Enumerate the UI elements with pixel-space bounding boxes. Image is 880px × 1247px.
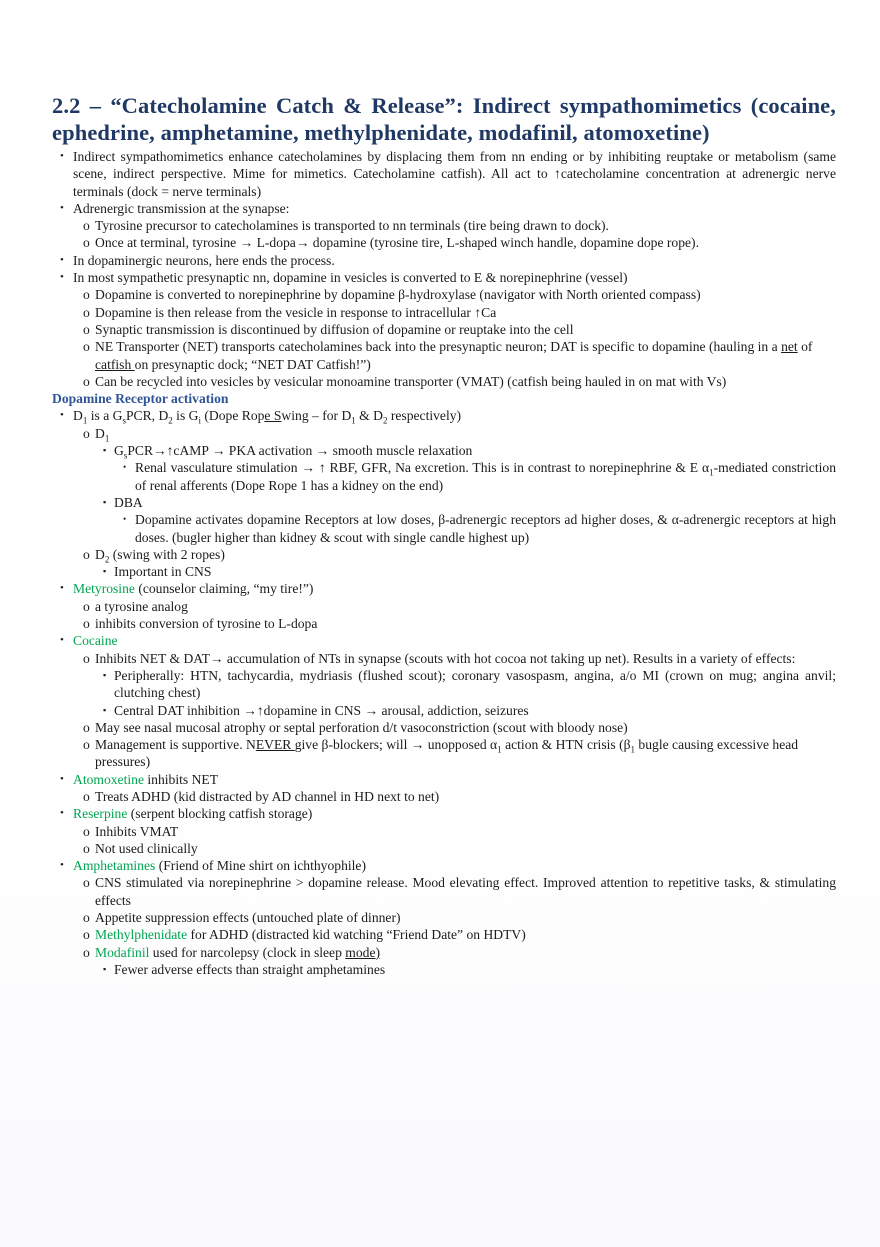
bullet-marker: • bbox=[60, 271, 64, 284]
list-item: ▪ Central DAT inhibition →↑dopamine in CNS → arousal, addiction, seizures bbox=[103, 702, 529, 718]
bullet-marker: o bbox=[83, 910, 90, 926]
list-item: o May see nasal mucosal atrophy or septal perforation d/t vasoconstriction (scout with bloody nose) bbox=[83, 719, 628, 735]
bullet-marker: • bbox=[60, 582, 64, 595]
list-item: • Renal vasculature stimulation → ↑ RBF, GFR, Na excretion. This is in contrast to norepinephrine & E $\alpha_1$-mediated constriction of renal afferents (Dope Rope 1 has a kidney on the end) bbox=[123, 460, 836, 493]
list-item bbox=[52, 632, 836, 649]
drug-name: Modafinil bbox=[95, 944, 150, 960]
list-item: o Appetite suppression effects (untouched plate of dinner) bbox=[83, 910, 401, 926]
bullet-marker: • bbox=[60, 150, 64, 162]
list-item: o Synaptic transmission is discontinued by diffusion of dopamine or reuptake into the cell bbox=[83, 321, 574, 337]
bullet-marker: • bbox=[123, 462, 127, 473]
bullet-marker: • bbox=[60, 807, 64, 820]
bullet-marker: o bbox=[83, 235, 90, 251]
bullet-marker: o bbox=[83, 546, 90, 562]
bullet-marker: • bbox=[60, 253, 64, 266]
bullet-marker: o bbox=[83, 425, 90, 441]
bullet-marker: ▪ bbox=[103, 496, 107, 507]
list-item: ▪ Fewer adverse effects than straight amphetamines bbox=[103, 961, 386, 977]
bullet-marker: o bbox=[83, 287, 90, 303]
bullet-marker: o bbox=[83, 616, 90, 632]
bullet-marker: o bbox=[83, 927, 90, 943]
drug-name: Methylphenidate bbox=[95, 927, 188, 943]
list-item: o Treats ADHD (kid distracted by AD channel in HD next to net) bbox=[83, 788, 440, 804]
page-title: 2.2 – “Catecholamine Catch & Release”: Indirect sympathomimetics (cocaine, ephedrine, amphetamine, methylphenidate, modafinil, atomoxetine) bbox=[52, 93, 836, 145]
bullet-marker: o bbox=[83, 737, 90, 753]
list-item: ▪ Important in CNS bbox=[103, 564, 212, 580]
bullet-marker: • bbox=[60, 634, 64, 647]
list-item: o Once at terminal, tyrosine → L-dopa→ dopamine (tyrosine tire, L-shaped winch handle, dopamine dope rope). bbox=[83, 235, 699, 251]
drug-name: Atomoxetine bbox=[73, 771, 144, 787]
section-heading: Dopamine Receptor activation bbox=[52, 391, 229, 407]
bullet-marker: ▪ bbox=[103, 445, 107, 456]
bullet-marker: o bbox=[83, 875, 90, 891]
list-item: • In dopaminergic neurons, here ends the process. bbox=[60, 252, 335, 268]
list-item: o Tyrosine precursor to catecholamines is transported to nn terminals (tire being drawn to dock). bbox=[83, 218, 609, 234]
list-item: o a tyrosine analog bbox=[83, 598, 188, 614]
bullet-marker: o bbox=[83, 598, 90, 614]
list-item: • $D_1$ is a $G_sPCR$, $D_2$ is $G_i$ (Dope Rope Swing – for $D_1$ & $D_2$ respectively) bbox=[60, 408, 462, 427]
list-item: ▪ DBA bbox=[103, 494, 143, 510]
list-item: o $D_2$ (swing with 2 ropes) bbox=[83, 546, 225, 565]
drug-name: Metyrosine bbox=[73, 581, 135, 597]
bullet-marker: o bbox=[83, 218, 90, 234]
list-item: o NE Transporter (NET) transports catecholamines back into the presynaptic neuron; DAT is specific to dopamine (hauling in a net of catfish on presynaptic dock; “NET DAT Catfish!”) bbox=[83, 339, 813, 372]
list-item: o $D_1$ bbox=[83, 425, 110, 444]
list-item: • Dopamine activates dopamine Receptors at low doses, β-adrenergic receptors ad higher doses, & α-adrenergic receptors at high doses. (bugler higher than kidney & scout with single candle highest up) bbox=[123, 512, 836, 545]
bullet-marker: ▪ bbox=[103, 566, 107, 577]
bullet-marker: • bbox=[60, 409, 64, 422]
bullet-marker: • bbox=[60, 201, 64, 214]
list-item: • Metyrosine (counselor claiming, “my tire!”) bbox=[60, 581, 314, 597]
bullet-marker: ▪ bbox=[103, 963, 107, 974]
bullet-marker: o bbox=[83, 823, 90, 839]
list-item: o Inhibits NET & DAT→ accumulation of NTs in synapse (scouts with hot cocoa not taking up net). Results in a variety of effects: bbox=[83, 650, 796, 666]
drug-name: Amphetamines bbox=[73, 858, 156, 874]
list-item: o Dopamine is converted to norepinephrine by dopamine β-hydroxylase (navigator with North oriented compass) bbox=[83, 287, 701, 303]
list-item: ▪ Peripherally: HTN, tachycardia, mydriasis (flushed scout); coronary vasospasm, angina, a/o MI (crown on mug; angina anvil; clutching chest) bbox=[103, 667, 836, 701]
list-item: o Not used clinically bbox=[83, 840, 198, 856]
bullet-marker: • bbox=[60, 859, 64, 872]
list-item: • Atomoxetine inhibits NET bbox=[60, 771, 218, 787]
bullet-marker: ▪ bbox=[103, 704, 107, 715]
bullet-marker: o bbox=[83, 719, 90, 735]
bullet-marker: o bbox=[83, 944, 90, 960]
bullet-marker: o bbox=[83, 339, 90, 355]
list-item: o Inhibits VMAT bbox=[83, 823, 179, 839]
list-item: o inhibits conversion of tyrosine to L-dopa bbox=[83, 616, 318, 632]
bullet-marker: o bbox=[83, 788, 90, 804]
bullet-marker: o bbox=[83, 321, 90, 337]
list-item: ▪ $G_sPCR\to↑cAMP$ → PKA activation → smooth muscle relaxation bbox=[103, 443, 473, 461]
drug-name: Reserpine bbox=[73, 806, 128, 822]
bullet-marker: • bbox=[123, 514, 127, 525]
bullet-marker: • bbox=[60, 772, 64, 785]
bullet-marker: o bbox=[83, 373, 90, 389]
list-item: o Management is supportive. NEVER give β-blockers; will → unopposed $\alpha_1$ action & HTN crisis ($\beta_1$ bugle causing excessive head pressures) bbox=[83, 737, 799, 770]
list-item: • Reserpine (serpent blocking catfish storage) bbox=[60, 806, 313, 822]
bullet-marker: o bbox=[83, 840, 90, 856]
bullet-marker: o bbox=[83, 304, 90, 320]
list-item: • In most sympathetic presynaptic nn, dopamine in vesicles is converted to E & norepinephrine (vessel) bbox=[60, 270, 628, 286]
list-item: • Adrenergic transmission at the synapse: bbox=[60, 200, 290, 216]
bullet-marker: o bbox=[83, 650, 90, 666]
document-body bbox=[52, 148, 836, 978]
list-item: o Methylphenidate for ADHD (distracted kid watching “Friend Date” on HDTV) bbox=[83, 927, 526, 943]
list-item: o Dopamine is then release from the vesicle in response to intracellular ↑Ca bbox=[83, 304, 497, 320]
list-item: o CNS stimulated via norepinephrine > dopamine release. Mood elevating effect. Improved attention to repetitive tasks, & stimulating effects bbox=[83, 875, 836, 908]
list-item: • Indirect sympathomimetics enhance catecholamines by displacing them from nn ending or by inhibiting reuptake or metabolism (same scene, indirect perspective. Mime for mimetics. Catecholamine catfish). All act to ↑catecholamine concentration at adrenergic nerve terminals (dock = nerve terminals) bbox=[60, 149, 836, 199]
drug-name: Cocaine bbox=[73, 633, 118, 649]
list-item: • Amphetamines (Friend of Mine shirt on ichthyophile) bbox=[60, 858, 366, 874]
list-item: o Can be recycled into vesicles by vesicular monoamine transporter (VMAT) (catfish being hauled in on mat with Vs) bbox=[83, 373, 727, 389]
bullet-marker: ▪ bbox=[103, 669, 107, 680]
list-item: o Modafinil used for narcolepsy (clock in sleep mode) bbox=[83, 944, 381, 960]
